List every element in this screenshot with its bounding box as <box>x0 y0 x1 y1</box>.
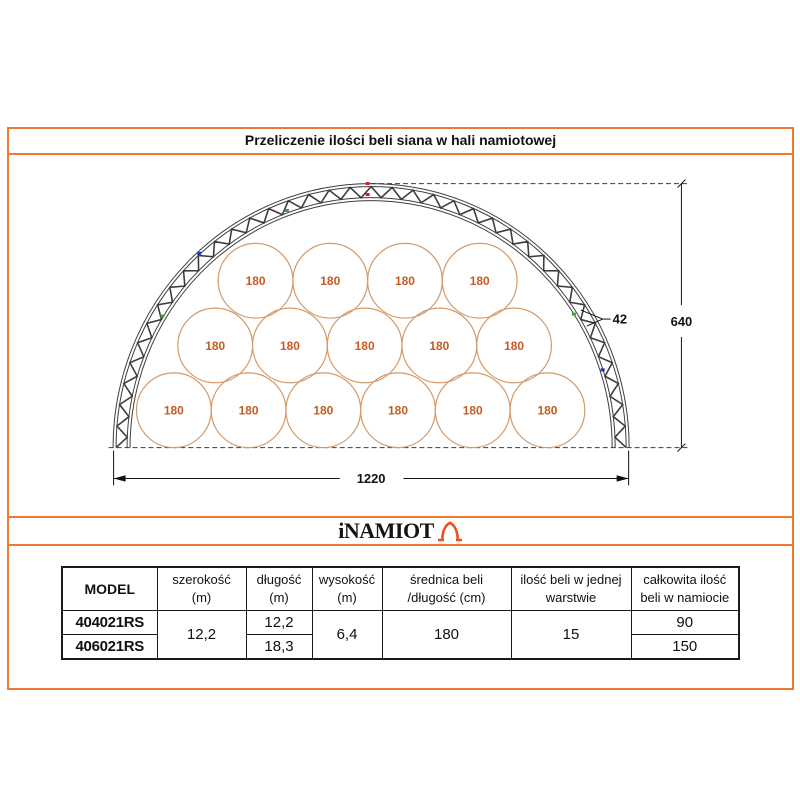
col-header-total-bales: całkowita ilość beli w namiocie <box>631 567 739 611</box>
document-frame <box>7 127 794 690</box>
bale-diameter-label: 180 <box>163 403 184 418</box>
bale-diameter-label: 180 <box>238 403 259 418</box>
truss-depth-label: 42 <box>612 311 628 327</box>
bale-diameter-label: 180 <box>354 338 375 353</box>
width-value: 12,2 <box>157 611 246 660</box>
brand-logo-text: iNAMIOT <box>338 518 434 543</box>
bale-diameter-label: 180 <box>279 338 300 353</box>
table-header-row <box>62 567 739 611</box>
length-value-1: 12,2 <box>246 611 312 635</box>
width-dim-label: 1220 <box>356 470 386 486</box>
truss-marker <box>366 182 370 185</box>
tent-cross-section-diagram <box>9 155 792 516</box>
bale-diameter-label: 180 <box>462 403 483 418</box>
model-404021RS: 404021RS <box>62 611 157 635</box>
bale-diameter-label: 180 <box>245 274 266 289</box>
truss-marker <box>572 313 576 316</box>
tent-icon <box>437 520 463 543</box>
bale-diameter-label: 180 <box>313 403 334 418</box>
bale-diameter-label: 180 <box>504 338 525 353</box>
col-header-bale-diameter: średnica beli /długość (cm) <box>382 567 511 611</box>
model-406021RS: 406021RS <box>62 635 157 660</box>
height-value: 6,4 <box>312 611 382 660</box>
logo-bar <box>9 518 792 546</box>
page-title <box>9 129 792 155</box>
col-header-bales-per-layer: ilość beli w jednej warstwie <box>511 567 631 611</box>
bale-diameter-label: 180 <box>395 274 415 289</box>
length-value-2: 18,3 <box>246 635 312 660</box>
truss-marker <box>366 193 370 196</box>
col-header-length: długość (m) <box>246 567 312 611</box>
dim-arrow <box>617 475 629 481</box>
bale-diameter-label: 180 <box>205 338 226 353</box>
diagram-section <box>9 155 792 518</box>
truss-marker <box>601 368 605 371</box>
col-header-width: szerokość (m) <box>157 567 246 611</box>
bale-diameter-label: 180 <box>469 274 490 289</box>
total-bales-value-2: 150 <box>631 635 739 660</box>
dim-arrow <box>114 475 126 481</box>
table-row <box>62 611 739 635</box>
bale-diameter-label: 180 <box>320 274 341 289</box>
page-title-text: Przeliczenie ilości beli siana w hali namiotowej <box>244 132 557 148</box>
bale-diameter-value: 180 <box>382 611 511 660</box>
bales-per-layer-value: 15 <box>511 611 631 660</box>
height-dim-label: 640 <box>670 314 693 330</box>
bale-diameter-label: 180 <box>388 403 408 418</box>
truss-marker <box>285 209 289 212</box>
col-header-height: wysokość (m) <box>312 567 382 611</box>
bale-diameter-label: 180 <box>537 403 558 418</box>
truss-marker <box>197 252 201 255</box>
spec-table-section <box>9 546 792 660</box>
truss-marker <box>160 315 164 318</box>
total-bales-value-1: 90 <box>631 611 739 635</box>
spec-table <box>61 566 740 660</box>
col-header-model: MODEL <box>62 567 157 611</box>
bale-diameter-label: 180 <box>429 338 450 353</box>
